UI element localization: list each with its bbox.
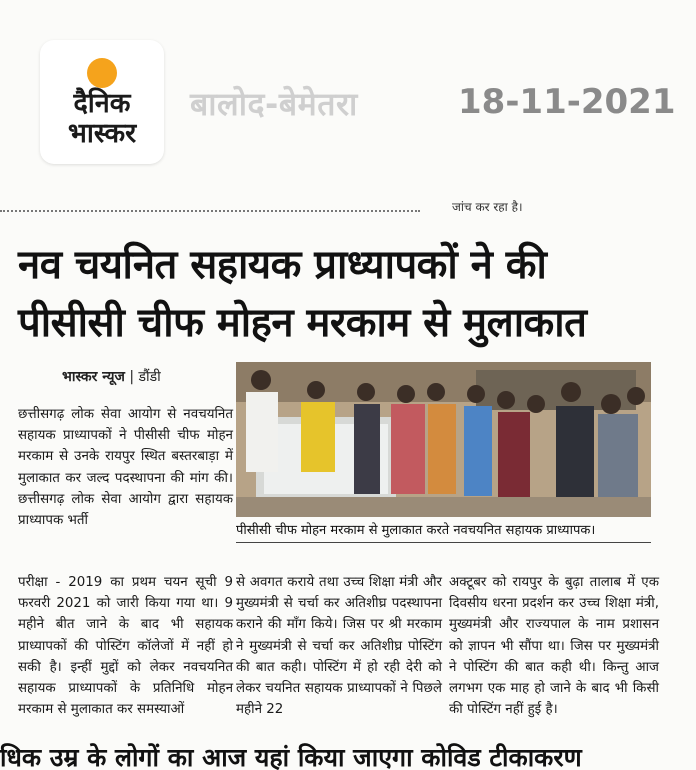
byline-separator: | xyxy=(129,369,139,385)
article-column-3: अक्टूबर को रायपुर के बुढ़ा तालाब में एक दिवसीय धरना प्रदर्शन कर उच्च शिक्षा मंत्री, मुख्यमंत्री और राज्यपाल के नाम प्रशासन को ज्ञापन भी सौंपा था। जिस पर मुख्यमंत्री ने पोस्टिंग की बात कही थी। किन्तु आज लगभग एक माह हो जाने के बाद भी किसी की पोस्टिंग नहीं हुई है। xyxy=(449,575,659,718)
logo-word-2: भास्कर xyxy=(67,118,137,149)
photo-caption: पीसीसी चीफ मोहन मरकाम से मुलाकात करते नवचयनित सहायक प्राध्यापक। xyxy=(236,520,651,543)
byline xyxy=(62,367,161,386)
headline-line-2: पीसीसी चीफ मोहन मरकाम से मुलाकात xyxy=(18,300,587,346)
logo-word-1: दैनिक xyxy=(73,88,131,119)
byline-source: भास्कर न्यूज xyxy=(62,369,125,385)
byline-place: डौंडी xyxy=(138,369,161,385)
headline-line-1: नव चयनित सहायक प्राध्यापकों ने की xyxy=(18,242,547,288)
sun-icon xyxy=(87,58,117,88)
group-photo-illustration xyxy=(236,362,651,517)
article-column-1-bottom: परीक्षा - 2019 का प्रथम चयन सूची 9 फरवरी 2021 को जारी किया गया था। 9 महीने बीत जाने के बाद भी सहायक प्राध्यापकों की पोस्टिंग कॉलेजों में नहीं हो सकी है। इन्हीं मुद्दों को लेकर नवचयनित सहायक प्राध्यापकों के प्रतिनिधि मोहन मरकाम से मुलाकात कर समस्याओं xyxy=(18,575,233,718)
article-column-2: से अवगत कराये तथा उच्च शिक्षा मंत्री और मुख्यमंत्री से चर्चा कर अतिशीघ्र पदस्थापना कराने की माँग किये। जिस पर श्री मरकाम ने मुख्यमंत्री से चर्चा कर अतिशीघ्र पोस्टिंग की बात कही। पोस्टिंग में हो रही देरी को लेकर चयनित सहायक प्राध्यापकों ने पिछले महीने 22 xyxy=(236,575,442,718)
dotted-divider xyxy=(0,210,420,212)
previous-article-tail: जांच कर रहा है। xyxy=(452,200,523,212)
news-photo xyxy=(236,362,651,517)
edition-place: बालोद-बेमेतरा xyxy=(190,85,358,123)
next-headline-partial: धिक उम्र के लोगों का आज यहां किया जाएगा कोविड टीकाकरण xyxy=(0,743,582,770)
article-column-1-top: छत्तीसगढ़ लोक सेवा आयोग से नवचयनित सहायक प्राध्यापकों ने पीसीसी चीफ मोहन मरकाम से उनके रायपुर स्थित बस्तरबाड़ा में मुलाकात कर जल्द पदस्थापना की मांग की। छत्तीसगढ़ लोक सेवा आयोग द्वारा सहायक प्राध्यापक भर्ती xyxy=(18,407,233,529)
edition-date: 18-11-2021 xyxy=(458,82,676,122)
dainik-bhaskar-logo xyxy=(40,40,164,164)
